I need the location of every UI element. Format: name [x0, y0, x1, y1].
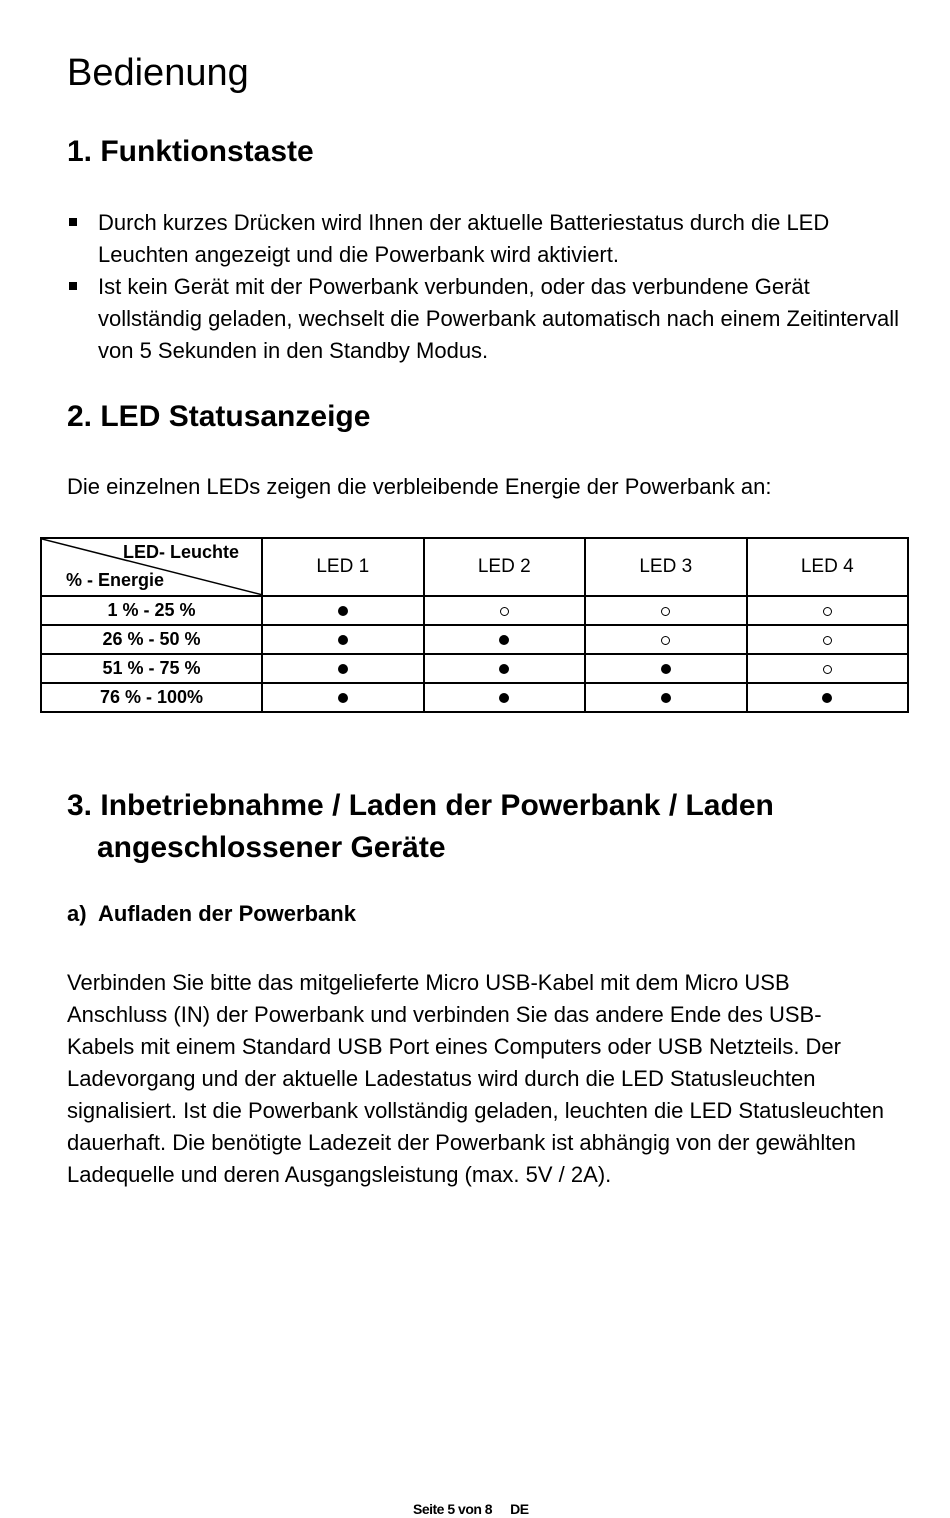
square-bullet-icon — [69, 218, 77, 226]
led-off-icon — [661, 607, 670, 616]
led-on-icon — [822, 693, 832, 703]
table-header-row — [41, 538, 908, 596]
section2-intro: Die einzelnen LEDs zeigen die verbleibende Energie der Powerbank an: — [67, 474, 772, 499]
led-state-cell — [747, 625, 909, 654]
language-code: DE — [510, 1501, 529, 1517]
led-on-icon — [499, 664, 509, 674]
energy-range-cell: 1 % - 25 % — [41, 596, 262, 625]
column-header: LED 4 — [747, 538, 909, 596]
led-on-icon — [338, 635, 348, 645]
subsection-label: a) — [67, 901, 87, 926]
led-state-cell — [585, 596, 747, 625]
energy-range-cell: 76 % - 100% — [41, 683, 262, 712]
led-off-icon — [823, 607, 832, 616]
led-state-cell — [585, 654, 747, 683]
page-number: Seite 5 von 8 — [413, 1501, 493, 1517]
section3-paragraph: Verbinden Sie bitte das mitgelieferte Micro USB-Kabel mit dem Micro USB Anschluss (IN) der Powerbank und verbinden Sie das andere Ende des USB-Kabels mit einem Standard USB Port eines Computers oder USB Netzteils. Der Ladevorgang und der aktuelle Ladestatus wird durch die LED Statusleuchten signalisiert. Ist die Powerbank vollständig geladen, leuchten die LED Statusleuchten dauerhaft. Die benötigte Ladezeit der Powerbank ist abhängig von der gewählten Ladequelle und deren Ausgangsleistung (max. 5V / 2A). — [67, 970, 884, 1187]
led-on-icon — [338, 606, 348, 616]
column-header: LED 1 — [262, 538, 424, 596]
led-state-cell — [585, 683, 747, 712]
section3-title — [67, 785, 774, 869]
energy-range-cell: 26 % - 50 % — [41, 625, 262, 654]
list-item — [67, 207, 907, 271]
column-header: LED 2 — [424, 538, 586, 596]
led-off-icon — [823, 636, 832, 645]
section2-title: 2. LED Statusanzeige — [67, 400, 371, 433]
led-off-icon — [823, 665, 832, 674]
page-title: Bedienung — [67, 52, 249, 94]
led-state-cell — [262, 654, 424, 683]
led-state-cell — [747, 596, 909, 625]
subsection-title: Aufladen der Powerbank — [98, 901, 356, 926]
table-row — [41, 596, 908, 625]
led-on-icon — [338, 664, 348, 674]
led-state-cell — [262, 683, 424, 712]
corner-label-led: LED- Leuchte — [122, 542, 239, 562]
led-state-cell — [262, 596, 424, 625]
led-on-icon — [338, 693, 348, 703]
table-corner-cell — [41, 538, 262, 596]
table-row — [41, 625, 908, 654]
led-on-icon — [499, 693, 509, 703]
led-off-icon — [661, 636, 670, 645]
section1-bullet-list — [67, 207, 907, 367]
section1-title: 1. Funktionstaste — [67, 135, 314, 168]
led-on-icon — [661, 693, 671, 703]
led-on-icon — [661, 664, 671, 674]
led-state-cell — [424, 683, 586, 712]
section3-title-line2: angeschlossener Geräte — [97, 831, 446, 864]
led-state-cell — [747, 654, 909, 683]
page-footer — [413, 1501, 529, 1517]
led-state-cell — [585, 625, 747, 654]
led-state-cell — [424, 596, 586, 625]
corner-label-energy: % - Energie — [66, 570, 165, 590]
column-header: LED 3 — [585, 538, 747, 596]
bullet-text: Ist kein Gerät mit der Powerbank verbunden, oder das verbundene Gerät vollständig geladen, wechselt die Powerbank automatisch nach einem Zeitintervall von 5 Sekunden in den Standby Modus. — [98, 274, 900, 363]
led-state-cell — [747, 683, 909, 712]
square-bullet-icon — [69, 282, 77, 290]
section3-title-line1: 3. Inbetriebnahme / Laden der Powerbank / Laden — [67, 789, 774, 822]
led-state-cell — [424, 625, 586, 654]
led-on-icon — [499, 635, 509, 645]
led-state-cell — [424, 654, 586, 683]
energy-range-cell: 51 % - 75 % — [41, 654, 262, 683]
list-item — [67, 271, 907, 367]
led-status-table — [40, 537, 909, 713]
table-row — [41, 654, 908, 683]
led-off-icon — [500, 607, 509, 616]
bullet-text: Durch kurzes Drücken wird Ihnen der aktuelle Batteriestatus durch die LED Leuchten angezeigt und die Powerbank wird aktiviert. — [98, 210, 830, 267]
table-row — [41, 683, 908, 712]
led-state-cell — [262, 625, 424, 654]
subsection-heading — [67, 901, 356, 927]
